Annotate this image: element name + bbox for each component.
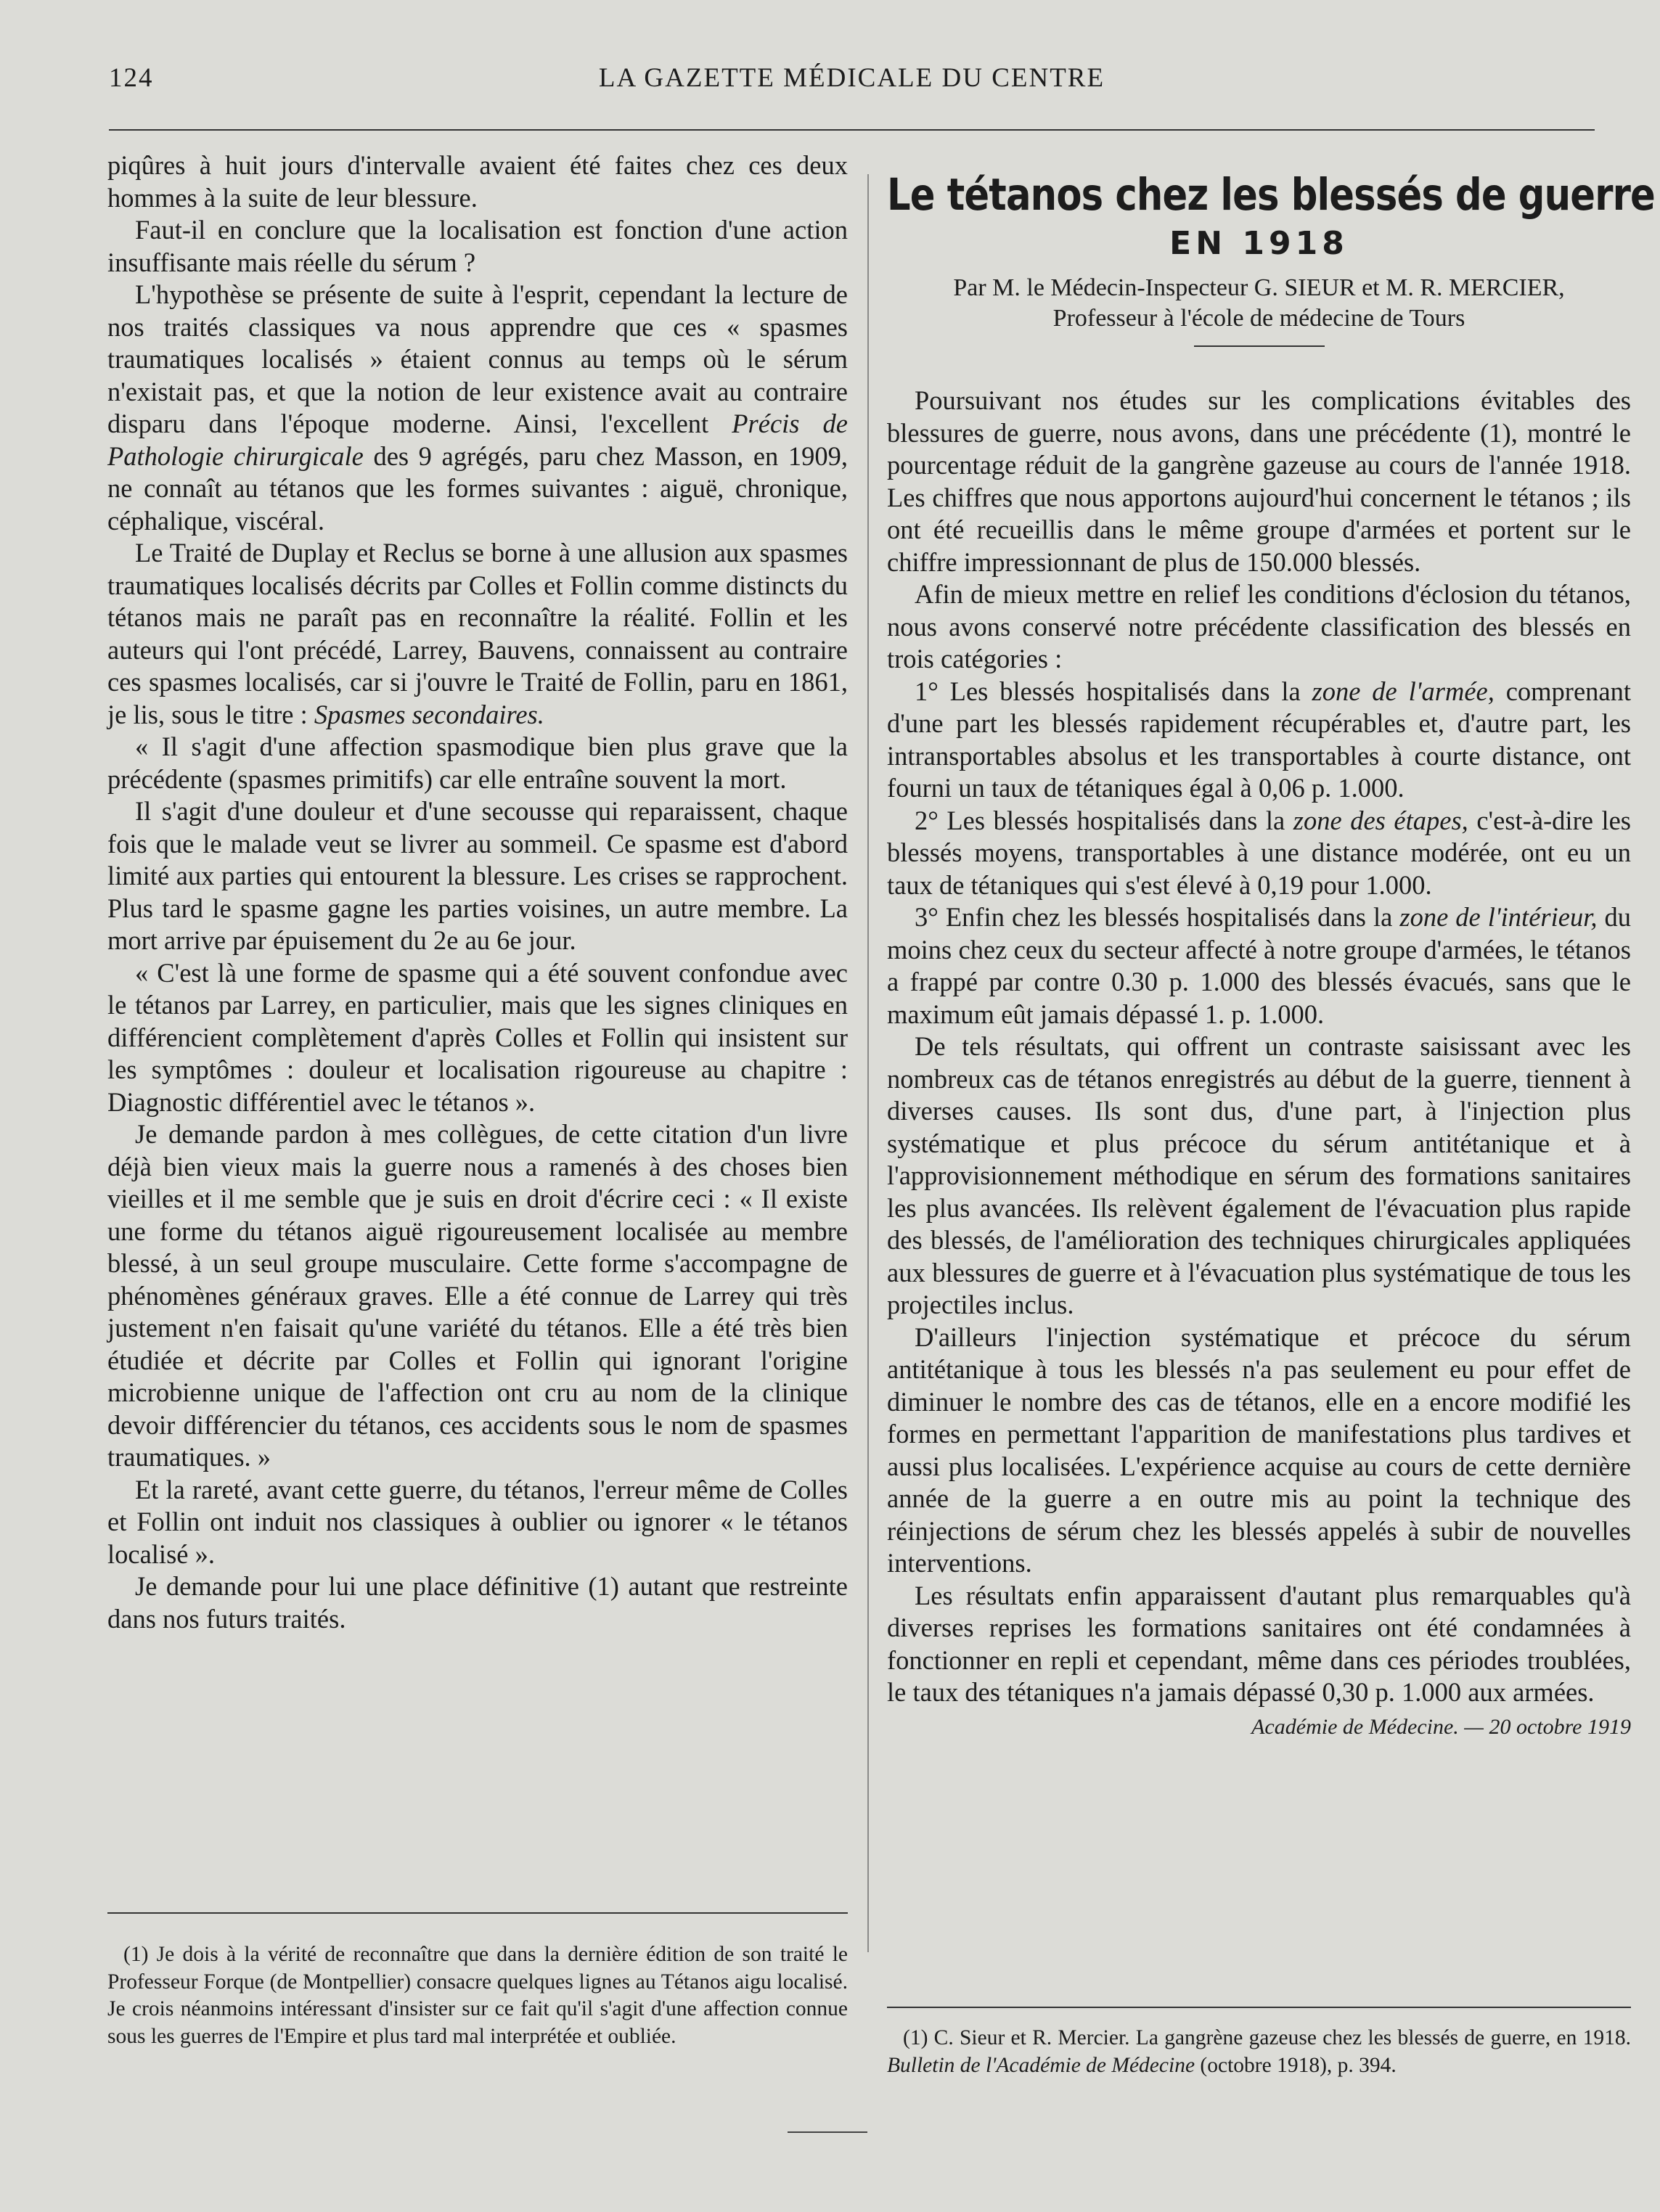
paragraph: Faut-il en conclure que la localisation est fonction d'une action insuffisante mais réelle du sérum ? xyxy=(107,215,848,277)
section-title-spasmes: Spasmes secondaires. xyxy=(314,699,544,729)
paragraph: De tels résultats, qui offrent un contraste saisissant avec les nombreux cas de tétanos enregistrés au début de la guerre, tiennent à diverses causes. Ils sont dus, d'une part, à l'injection plus systématique et plus précoce du sérum antitétanique et à l'approvisionnement méthodique en sérum des formations sanitaires les plus avancées. Ils relèvent également de l'évacuation plus rapide des blessés, de l'amélioration des techniques chirurgicales appliquées aux blessures de guerre et à l'évacuation plus systématique de tous les projectiles inclus. xyxy=(887,1031,1631,1319)
book-title-precis: Précis de Pathologie chirurgicale xyxy=(107,409,849,471)
paragraph xyxy=(107,537,848,731)
paragraph xyxy=(107,279,848,537)
paragraph xyxy=(887,901,1631,1031)
paragraph: Afin de mieux mettre en relief les conditions d'éclosion du tétanos, nous avons conservé notre précédente classification des blessés en trois catégories : xyxy=(887,579,1631,673)
paragraph: « C'est là une forme de spasme qui a été souvent confondue avec le tétanos par Larrey, en particulier, mais que les signes cliniques en différencient complètement d'après Colles et Follin qui insistent sur les symptômes : douleur et localisation rigoureuse au chapitre : Diagnostic différentiel avec le tétanos ». xyxy=(107,957,848,1117)
paragraph: Je demande pardon à mes collègues, de cette citation d'un livre déjà bien vieux mais la guerre nous a ramenés à des choses bien vieilles et il me semble que je suis en droit d'écrire ceci : « Il existe une forme du tétanos aiguë rigoureusement localisée au membre blessé, à un seul groupe musculaire. Cette forme s'accompagne de phénomènes généraux graves. Elle a été connue de Larrey qui très justement n'en faisait qu'une variété du tétanos. Elle a été très bien étudiée et décrite par Colles et Follin qui ignorant l'origine microbienne unique de l'affection ont cru au nom de la clinique devoir différencier du tétanos, ces accidents sous le nom de spasmes traumatiques. » xyxy=(107,1119,848,1472)
paragraph-text: 2° Les blessés hospitalisés dans la xyxy=(915,805,1285,835)
right-column xyxy=(887,149,1655,1740)
left-column xyxy=(107,149,848,1635)
column-divider xyxy=(867,174,869,1952)
paragraph-text: Le Traité de Duplay et Reclus se borne à une allusion aux spasmes traumatiques localisés décrits par Colles et Follin comme distincts du tétanos mais ne paraît pas en reconnaître la réalité. Follin et les auteurs qui l'ont précédé, Larrey, Bauvens, connaissent au contraire ces spasmes localisés, car si j'ouvre le Traité de Follin, paru en 1861, je lis, sous le titre : xyxy=(107,538,848,729)
paragraph-text: 1° Les blessés hospitalisés dans la xyxy=(915,676,1301,706)
journal-title: LA GAZETTE MÉDICALE DU CENTRE xyxy=(598,63,1105,93)
page-number: 124 xyxy=(109,63,154,93)
paragraph xyxy=(887,676,1631,805)
header-rule xyxy=(109,129,1595,131)
paragraph: Et la rareté, avant cette guerre, du tétanos, l'erreur même de Colles et Follin ont induit nos classiques à oublier ou ignorer « le tétanos localisé ». xyxy=(107,1474,848,1569)
paragraph: Les résultats enfin apparaissent d'autant plus remarquables qu'à diverses reprises les formations sanitaires ont été condamnées à fonctionner en repli et cependant, même dans ces périodes troublées, le taux des tétaniques n'a jamais dépassé 0,30 p. 1.000 aux armées. xyxy=(887,1580,1631,1707)
footnote-journal: Bulletin de l'Académie de Médecine xyxy=(887,2053,1195,2077)
paragraph-text: du moins chez ceux du secteur affecté à notre groupe d'armées, le tétanos a frappé par contre 0.30 p. 1.000 des blessés évacués, sans que le maximum eût jamais dépassé 1. p. 1.000. xyxy=(887,902,1631,1029)
byline-rule xyxy=(1194,345,1325,347)
zone-term: zone de l'intérieur, xyxy=(1399,902,1598,932)
running-head xyxy=(109,57,1595,100)
article-year: EN 1918 xyxy=(1169,225,1349,262)
left-footnote-rule xyxy=(107,1912,848,1914)
paragraph xyxy=(887,805,1631,902)
article-title: Le tétanos chez les blessés de guerre xyxy=(887,169,1655,221)
paragraph-text: comprenant d'une part les blessés rapidement récupérables et, d'autre part, les intransportables absolus et les transportables à courte distance, ont fourni un taux de tétaniques égal à 0,06 p. 1.000. xyxy=(887,676,1631,803)
footnote-text: (octobre 1918), p. 394. xyxy=(1200,2053,1397,2077)
paragraph: « Il s'agit d'une affection spasmodique bien plus grave que la précédente (spasmes primitifs) car elle entraîne souvent la mort. xyxy=(107,732,848,794)
paragraph: D'ailleurs l'injection systématique et précoce du sérum antitétanique à tous les blessés n'a pas seulement eu pour effet de diminuer le nombre des cas de tétanos, elle en a encore modifié les formes en permettant l'apparition de manifestations plus tardives et aussi plus localisées. L'expérience acquise au cours de cette dernière année de la guerre a en outre mis au point la technique des réinjections de sérum chez les blessés appelés à subir de nouvelles interventions. xyxy=(887,1322,1631,1578)
paragraph-text: 3° Enfin chez les blessés hospitalisés dans la xyxy=(915,902,1393,932)
byline-affiliation: Professeur à l'école de médecine de Tours xyxy=(1052,305,1465,332)
signature: Académie de Médecine. — 20 octobre 1919 xyxy=(1251,1714,1631,1739)
zone-term: zone de l'armée, xyxy=(1312,676,1495,706)
paragraph-text: L'hypothèse se présente de suite à l'esprit, cependant la lecture de nos traités classiques va nous apprendre que ces « spasmes traumatiques localisés » étaient connus au temps où le sérum n'existait pas, et que la notion de leur existence avait au contraire disparu dans l'époque moderne. Ainsi, l'excellent xyxy=(107,279,848,438)
bottom-rule xyxy=(788,2131,867,2133)
paragraph: Je demande pour lui une place définitive (1) autant que restreinte dans nos futurs traités. xyxy=(107,1571,848,1634)
byline xyxy=(887,273,1631,334)
right-footnote xyxy=(887,2025,1631,2079)
right-footnote-rule xyxy=(887,2007,1631,2008)
zone-term: zone des étapes, xyxy=(1293,805,1468,835)
paragraph-text: c'est-à-dire les blessés moyens, transportables à une distance modérée, ont eu un taux de tétaniques qui s'est élevé à 0,19 pour 1.000. xyxy=(887,805,1632,900)
byline-authors: Par M. le Médecin-Inspecteur G. SIEUR et M. R. MERCIER, xyxy=(953,274,1565,301)
left-footnote: (1) Je dois à la vérité de reconnaître que dans la dernière édition de son traité le Professeur Forque (de Montpellier) consacre quelques lignes au Tétanos aigu localisé. Je crois néanmoins intéressant d'insister sur ce fait qu'il s'agit d'une affection connue sous les guerres de l'Empire et plus tard mal interprétée et oubliée. xyxy=(107,1943,848,2048)
paragraph: piqûres à huit jours d'intervalle avaient été faites chez ces deux hommes à la suite de leur blessure. xyxy=(107,150,848,213)
paragraph-text: des 9 agrégés, paru chez Masson, en 1909, ne connaît au tétanos que les formes suivantes : aiguë, chronique, céphalique, viscéral. xyxy=(107,441,849,536)
paragraph: Poursuivant nos études sur les complications évitables des blessures de guerre, nous avons, dans une précédente (1), montré le pourcentage réduit de la gangrène gazeuse au cours de l'année 1918. Les chiffres que nous apportons aujourd'hui concernent le tétanos ; ils ont été recueillis dans le même groupe d'armées et portent sur le chiffre impressionnant de plus de 150.000 blessés. xyxy=(887,385,1631,577)
footnote-text: (1) C. Sieur et R. Mercier. La gangrène gazeuse chez les blessés de guerre, en 1918. xyxy=(903,2026,1631,2049)
paragraph: Il s'agit d'une douleur et d'une secousse qui reparaissent, chaque fois que le malade veut se livrer au sommeil. Ce spasme est d'abord limité aux parties qui entourent la blessure. Les crises se rapprochent. Plus tard le spasme gagne les parties voisines, un autre membre. La mort arrive par épuisement du 2e au 6e jour. xyxy=(107,796,848,955)
